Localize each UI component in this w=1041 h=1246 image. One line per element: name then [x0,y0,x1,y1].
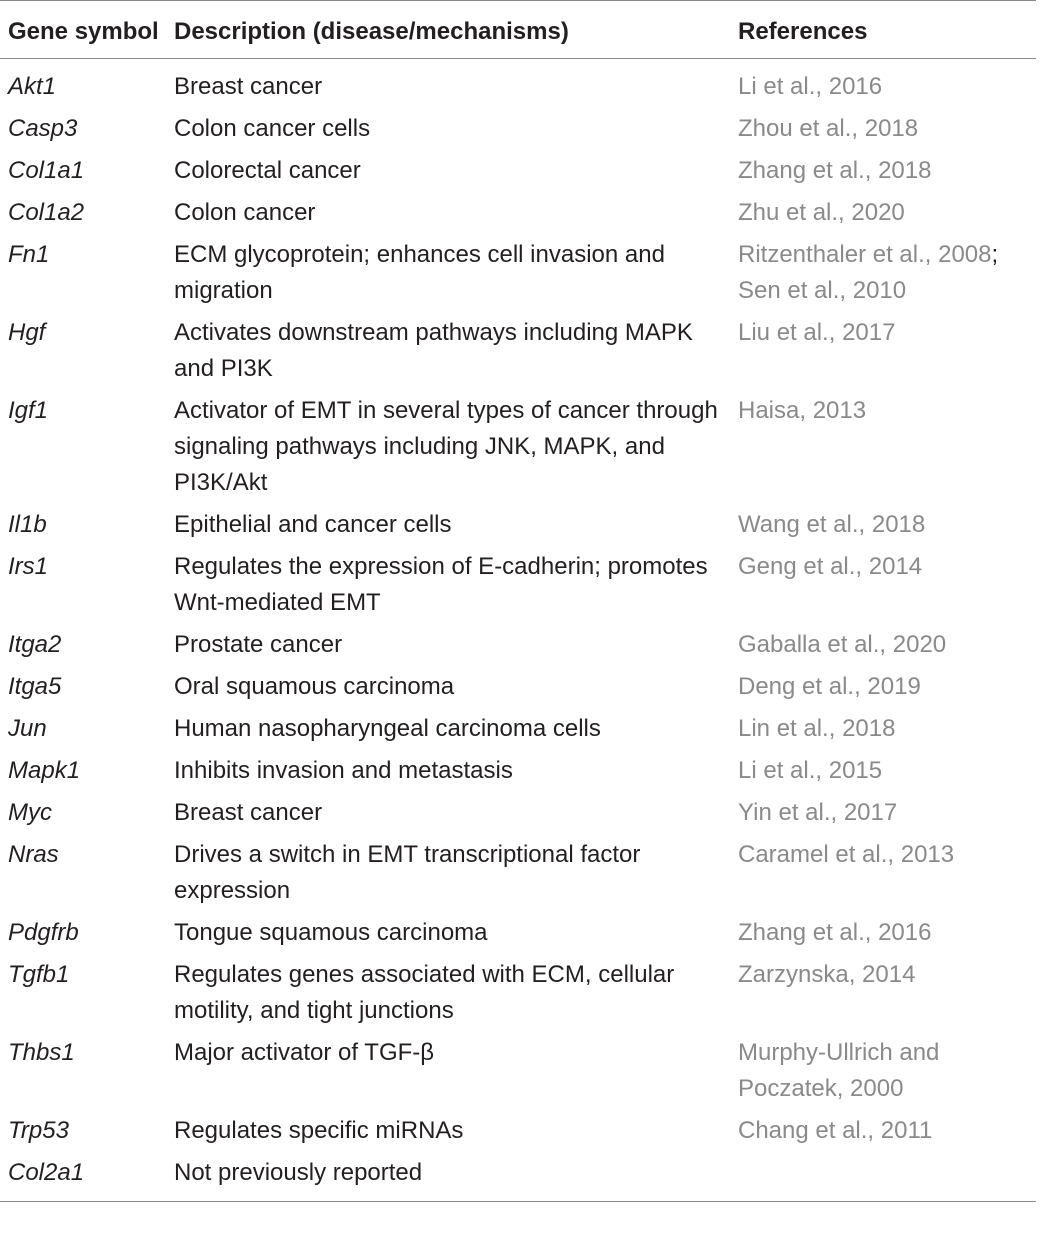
reference-link[interactable]: Li et al., 2015 [738,757,883,784]
references-cell [730,666,1036,708]
table-row [0,59,1036,109]
table-row [0,624,1036,666]
references-cell [730,834,1036,912]
description-cell: ECM glycoprotein; enhances cell invasion and migration [174,241,665,304]
description-cell: Inhibits invasion and metastasis [174,757,513,784]
gene-symbol-cell: Thbs1 [8,1039,75,1066]
reference-link[interactable]: Zhou et al., 2018 [738,115,919,142]
description-cell: Tongue squamous carcinoma [174,919,488,946]
gene-symbol-cell: Igf1 [8,397,49,424]
table-row [0,390,1036,504]
gene-symbol-cell: Mapk1 [8,757,81,784]
description-cell: Breast cancer [174,73,323,100]
description-cell: Major activator of TGF-β [174,1039,435,1066]
gene-symbol-cell: Fn1 [8,241,50,268]
gene-symbol-cell: Col2a1 [0,1152,166,1202]
table-row [0,546,1036,624]
description-cell: Activator of EMT in several types of cancer through signaling pathways including JNK, MAPK, and PI3K/Akt [174,397,718,496]
reference-link[interactable]: Ritzenthaler et al., 2008 [738,241,992,268]
header-row [0,1,1036,59]
reference-link[interactable]: Chang et al., 2011 [738,1117,933,1144]
references-cell [730,312,1036,390]
description-cell: Not previously reported [166,1152,730,1202]
table-row [0,954,1036,1032]
gene-symbol-cell: Trp53 [8,1117,69,1144]
references-cell [730,624,1036,666]
references-cell [730,954,1036,1032]
references-cell [730,150,1036,192]
table-header [0,1,1036,59]
gene-symbol-cell: Casp3 [8,115,78,142]
description-cell: Prostate cancer [174,631,343,658]
gene-symbol-cell: Col1a2 [8,199,85,226]
table-row [0,234,1036,312]
reference-link[interactable]: Zarzynska, 2014 [738,961,916,988]
references-cell [730,108,1036,150]
description-cell: Breast cancer [174,799,323,826]
description-cell: Drives a switch in EMT transcriptional factor expression [174,841,641,904]
references-cell [730,792,1036,834]
description-cell: Activates downstream pathways including MAPK and PI3K [174,319,693,382]
references-cell [730,1032,1036,1110]
description-cell: Colorectal cancer [174,157,361,184]
gene-symbol-cell: Myc [8,799,52,826]
reference-link[interactable]: Haisa, 2013 [738,397,867,424]
references-cell [730,192,1036,234]
reference-separator: ; [991,241,999,268]
table-row [0,1152,1036,1202]
description-cell: Colon cancer cells [174,115,371,142]
reference-link[interactable]: Geng et al., 2014 [738,553,923,580]
table-row [0,666,1036,708]
table-row [0,150,1036,192]
gene-symbol-cell: Jun [8,715,47,742]
gene-symbol-cell: Pdgfrb [8,919,79,946]
references-cell [730,708,1036,750]
references-cell [730,1110,1036,1152]
table-row [0,1032,1036,1110]
references-cell [730,546,1036,624]
gene-symbol-cell: Hgf [8,319,46,346]
reference-link[interactable]: Sen et al., 2010 [738,277,907,304]
references-cell [730,59,1036,109]
reference-link[interactable]: Zhang et al., 2018 [738,157,932,184]
reference-link[interactable]: Murphy-Ullrich and Poczatek, 2000 [738,1039,940,1102]
description-cell: Regulates genes associated with ECM, cellular motility, and tight junctions [174,961,675,1024]
description-cell: Regulates specific miRNAs [174,1117,464,1144]
gene-symbol-cell: Akt1 [8,73,57,100]
reference-link[interactable]: Yin et al., 2017 [738,799,898,826]
references-cell [730,234,1036,312]
description-cell: Human nasopharyngeal carcinoma cells [174,715,601,742]
table-row [0,108,1036,150]
table-row [0,792,1036,834]
references-cell [730,750,1036,792]
reference-link[interactable]: Deng et al., 2019 [738,673,921,700]
table-row [0,1110,1036,1152]
reference-link[interactable]: Lin et al., 2018 [738,715,896,742]
description-cell: Regulates the expression of E-cadherin; promotes Wnt-mediated EMT [174,553,708,616]
table-row [0,834,1036,912]
reference-link[interactable]: Zhang et al., 2016 [738,919,932,946]
table-row [0,312,1036,390]
table-body [0,59,1036,1202]
header-gene-symbol: Gene symbol [0,1,166,59]
references-cell [730,390,1036,504]
references-cell [730,912,1036,954]
gene-symbol-cell: Col1a1 [8,157,85,184]
reference-link[interactable]: Li et al., 2016 [738,73,883,100]
gene-symbol-cell: Itga2 [8,631,62,658]
table-row [0,708,1036,750]
reference-link[interactable]: Caramel et al., 2013 [738,841,955,868]
gene-symbol-cell: Il1b [8,511,47,538]
reference-link[interactable]: Wang et al., 2018 [738,511,926,538]
reference-link[interactable]: Zhu et al., 2020 [738,199,905,226]
reference-link[interactable]: Gaballa et al., 2020 [738,631,947,658]
table-row [0,750,1036,792]
gene-symbol-cell: Tgfb1 [8,961,70,988]
description-cell: Epithelial and cancer cells [174,511,452,538]
references-cell [730,1152,1036,1202]
table-row [0,912,1036,954]
gene-symbol-cell: Itga5 [8,673,62,700]
header-description: Description (disease/mechanisms) [166,1,730,59]
header-references: References [730,1,1036,59]
table-row [0,504,1036,546]
description-cell: Oral squamous carcinoma [174,673,455,700]
gene-symbol-cell: Irs1 [8,553,49,580]
description-cell: Colon cancer [174,199,316,226]
table-row [0,192,1036,234]
references-cell [730,504,1036,546]
reference-link[interactable]: Liu et al., 2017 [738,319,896,346]
gene-symbol-cell: Nras [8,841,59,868]
